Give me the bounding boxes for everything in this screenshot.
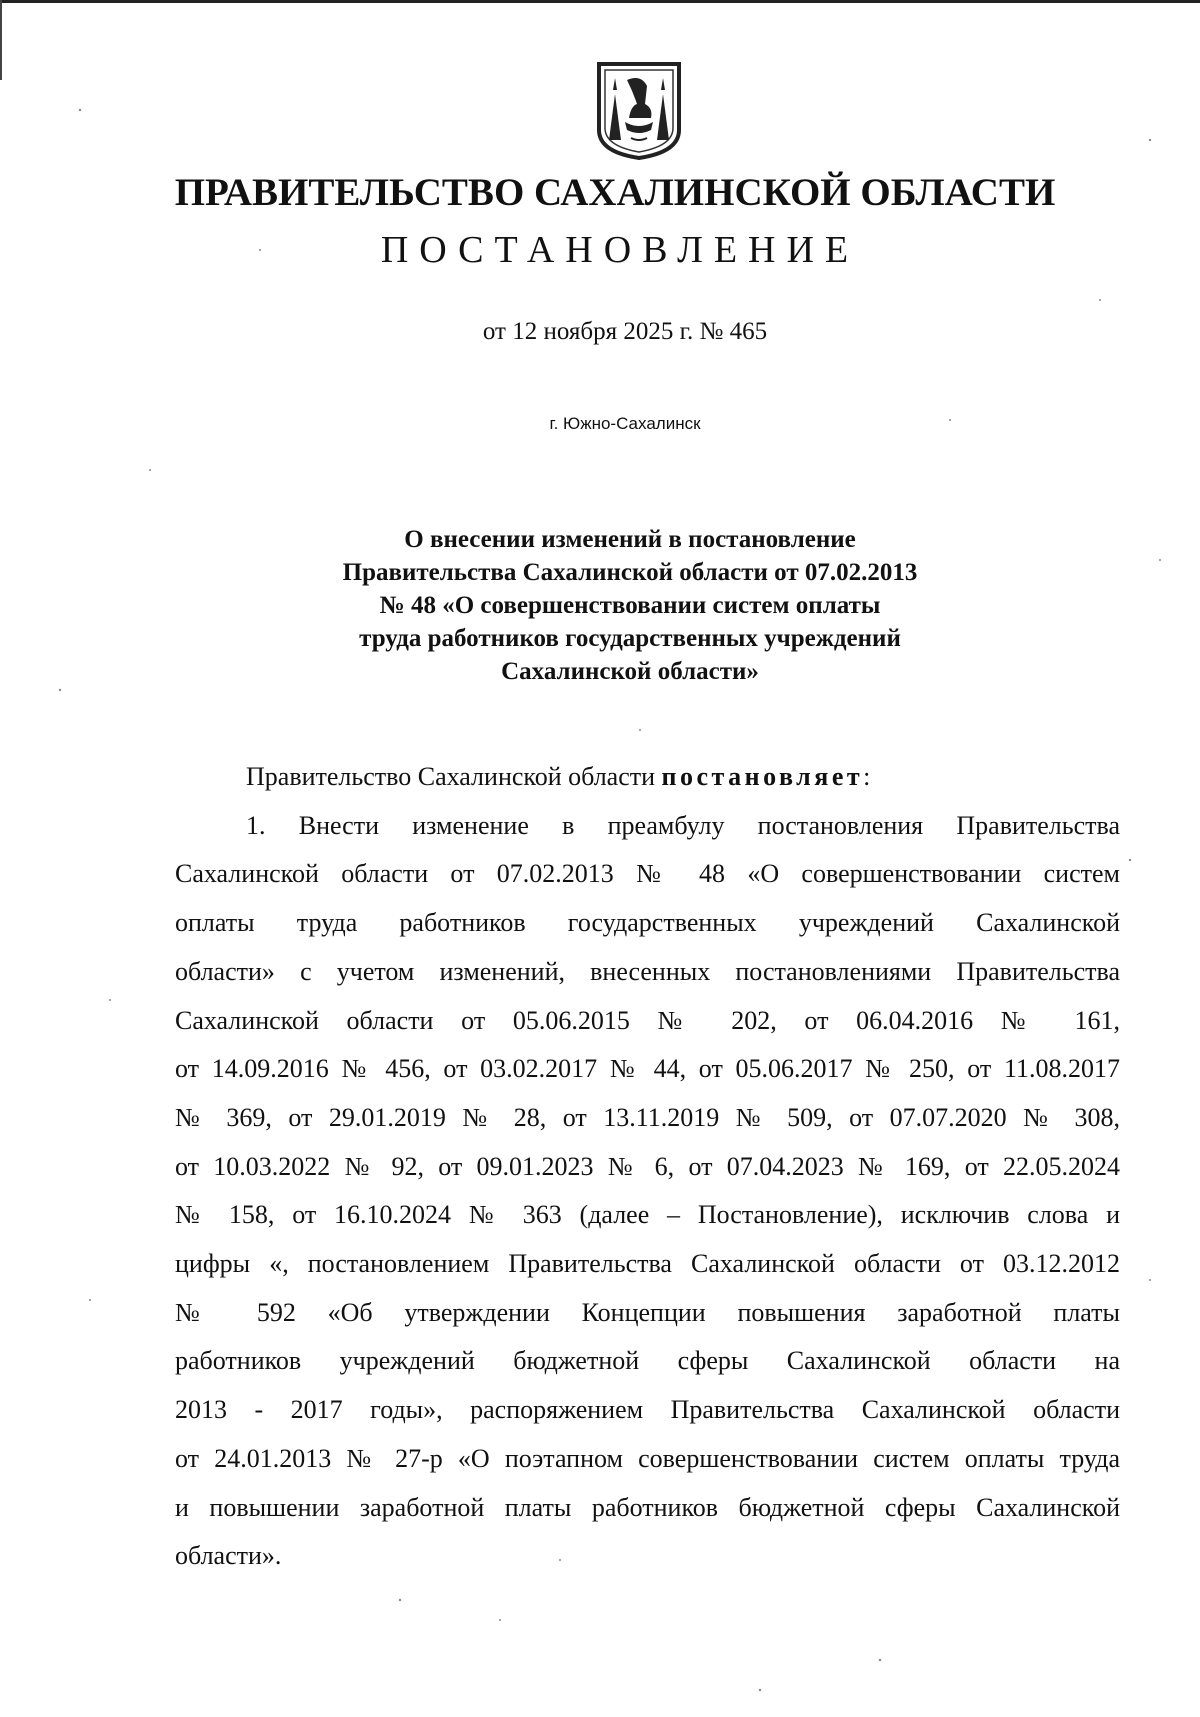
paragraph-line: цифры «, постановлением Правительства Сахалинской области от 03.12.2012 xyxy=(175,1249,1120,1279)
document-city: г. Южно-Сахалинск xyxy=(549,414,701,433)
paragraph-line: оплаты труда работников государственных учреждений Сахалинской xyxy=(175,908,1120,938)
paragraph-line: и повышении заработной платы работников бюджетной сферы Сахалинской xyxy=(175,1492,1120,1522)
title-line: О внесении изменений в постановление xyxy=(404,526,856,553)
paragraph-line: от 10.03.2022 № 92, от 09.01.2023 № 6, от 07.04.2023 № 169, от 22.05.2024 xyxy=(175,1151,1120,1181)
document-body xyxy=(175,753,1120,1581)
paragraph-line: Сахалинской области от 05.06.2015 № 202, от 06.04.2016 № 161, xyxy=(175,1005,1120,1035)
document-type: ПОСТАНОВЛЕНИЕ xyxy=(380,229,860,271)
paragraph-line: 1. Внести изменение в преамбулу постановления Правительства xyxy=(246,810,1120,840)
paragraph-line: области». xyxy=(175,1541,282,1571)
paragraph-line: области» с учетом изменений, внесенных постановлениями Правительства xyxy=(175,956,1120,986)
paragraph-line: от 24.01.2013 № 27-р «О поэтапном совершенствовании систем оплаты труда xyxy=(175,1443,1120,1473)
paragraph-line: № 592 «Об утверждении Концепции повышения заработной платы xyxy=(175,1297,1120,1327)
paragraph-1 xyxy=(175,802,1120,1581)
preamble-suffix: : xyxy=(863,762,871,791)
paragraph-line: № 158, от 16.10.2024 № 363 (далее – Постановление), исключив слова и xyxy=(175,1200,1120,1230)
preamble-text: Правительство Сахалинской области xyxy=(246,762,662,791)
title-line: Правительства Сахалинской области от 07.02.2013 xyxy=(342,559,918,586)
paragraph-line: Сахалинской области от 07.02.2013 № 48 «О совершенствовании систем xyxy=(175,859,1120,889)
title-line: труда работников государственных учреждений xyxy=(359,625,901,652)
scan-top-border xyxy=(0,0,1200,3)
sakhalin-coat-of-arms-icon xyxy=(591,60,687,160)
paragraph-line: работников учреждений бюджетной сферы Сахалинской области на xyxy=(175,1346,1120,1376)
preamble-emphasis: постановляет xyxy=(661,762,864,791)
paragraph-line: 2013 - 2017 годы», распоряжением Правительства Сахалинской области xyxy=(175,1395,1120,1425)
title-line: № 48 «О совершенствовании систем оплаты xyxy=(379,592,881,619)
title-line: Сахалинской области» xyxy=(501,658,759,685)
paragraph-line: от 14.09.2016 № 456, от 03.02.2017 № 44, от 05.06.2017 № 250, от 11.08.2017 xyxy=(175,1054,1120,1084)
document-date-number: от 12 ноября 2025 г. № 465 xyxy=(482,318,768,345)
preamble xyxy=(175,753,1120,802)
organization-name: ПРАВИТЕЛЬСТВО САХАЛИНСКОЙ ОБЛАСТИ xyxy=(174,171,1056,214)
scan-left-edge xyxy=(0,0,2,80)
document-title xyxy=(290,523,970,688)
paragraph-line: № 369, от 29.01.2019 № 28, от 13.11.2019 № 509, от 07.07.2020 № 308, xyxy=(175,1102,1120,1132)
